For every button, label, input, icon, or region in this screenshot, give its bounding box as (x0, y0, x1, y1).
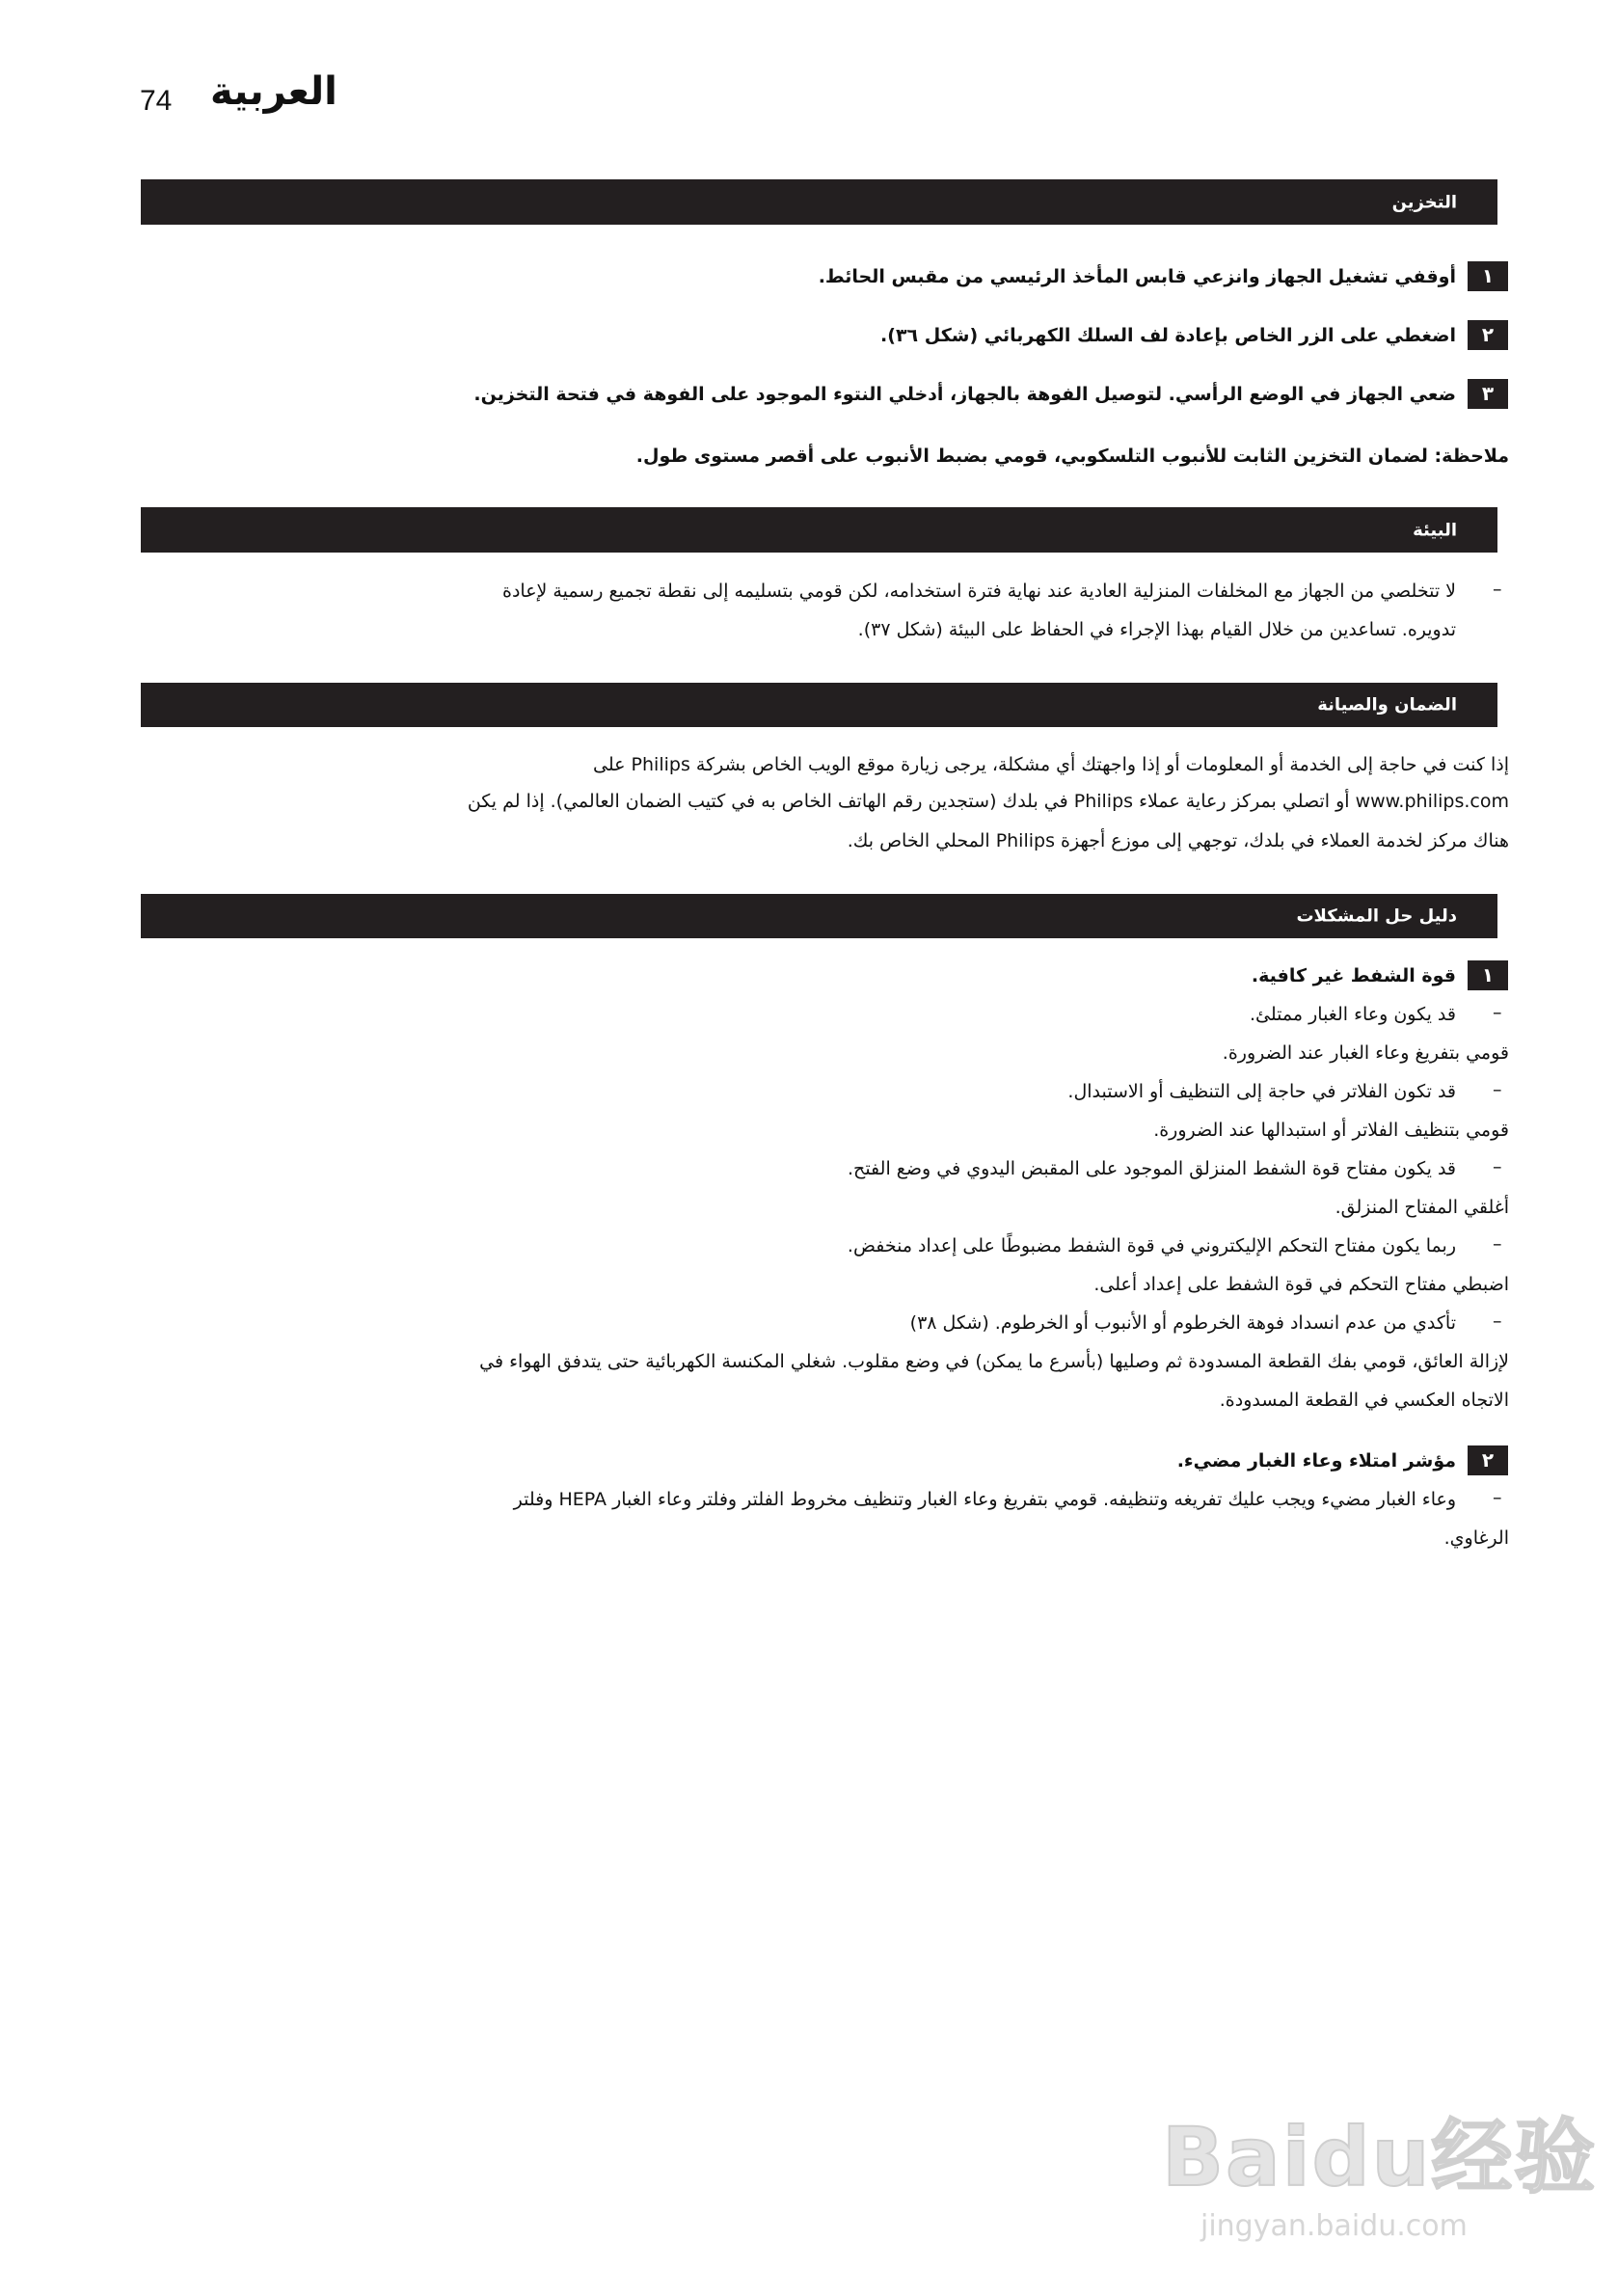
dash-bullet: – (1493, 1310, 1502, 1332)
section-title: دليل حل المشكلات (1296, 905, 1457, 927)
body-line: هناك مركز لخدمة العملاء في بلدك، توجهي إلى موزع أجهزة Philips المحلي الخاص بك. (847, 830, 1509, 851)
solution-line: أغلقي المفتاح المنزلق. (1335, 1197, 1509, 1218)
solution-line: قومي بتنظيف الفلاتر أو استبدالها عند الضرورة. (1153, 1120, 1509, 1141)
problem-title: قوة الشفط غير كافية. (1251, 965, 1456, 986)
section-bar-warranty (141, 683, 1497, 727)
problem-number: ٢ (1468, 1445, 1508, 1475)
body-line: www.philips.com أو اتصلي بمركز رعاية عملاء Philips في بلدك (ستجدين رقم الهاتف الخاص به في كتيب الضمان العالمي). إذا لم يكن (467, 791, 1509, 812)
step-number: ١ (1468, 261, 1508, 291)
cause-line: قد تكون الفلاتر في حاجة إلى التنظيف أو الاستبدال. (1067, 1081, 1456, 1102)
problem-title: مؤشر امتلاء وعاء الغبار مضيء. (1176, 1450, 1456, 1472)
dash-bullet: – (1493, 1156, 1502, 1177)
dash-bullet: – (1493, 1233, 1502, 1255)
section-title: الضمان والصيانة (1317, 694, 1457, 716)
watermark-url: jingyan.baidu.com (1200, 2209, 1468, 2243)
step-text: ضعي الجهاز في الوضع الرأسي. لتوصيل الفوهة بالجهاز، أدخلي النتوء الموجود على الفوهة في فتحة التخزين. (473, 384, 1456, 405)
dash-bullet: – (1493, 1487, 1502, 1508)
step-number: ٣ (1468, 379, 1508, 409)
cause-line: تأكدي من عدم انسداد فوهة الخرطوم أو الأنبوب أو الخرطوم. (شكل ٣٨) (909, 1312, 1456, 1334)
cause-line: وعاء الغبار مضيء ويجب عليك تفريغه وتنظيفه. قومي بتفريغ وعاء الغبار وتنظيف مخروط الفلتر وفلتر وعاء الغبار HEPA وفلتر (513, 1489, 1456, 1510)
cause-line: قد يكون وعاء الغبار ممتلئ. (1250, 1004, 1456, 1025)
body-line: إذا كنت في حاجة إلى الخدمة أو المعلومات أو إذا واجهتك أي مشكلة، يرجى زيارة موقع الويب الخاص بشركة Philips على (593, 754, 1509, 775)
step-number: ٢ (1468, 320, 1508, 350)
dash-bullet: – (1493, 1002, 1502, 1023)
cause-line: قد يكون مفتاح قوة الشفط المنزلق الموجود على المقبض اليدوي في وضع الفتح. (848, 1158, 1456, 1179)
section-bar-environment (141, 507, 1497, 553)
body-line: تدويره. تساعدين من خلال القيام بهذا الإجراء في الحفاظ على البيئة (شكل ٣٧). (857, 619, 1456, 640)
solution-line: لإزالة العائق، قومي بفك القطعة المسدودة ثم وصليها (بأسرع ما يمكن) في وضع مقلوب. شغلي المكنسة الكهربائية حتى يتدفق الهواء في (479, 1351, 1509, 1372)
dash-bullet: – (1493, 1079, 1502, 1100)
language-heading: العربية (210, 69, 337, 114)
dash-bullet: – (1493, 579, 1502, 600)
problem-number: ١ (1468, 960, 1508, 990)
page-number: 74 (140, 85, 173, 117)
solution-line: اضبطي مفتاح التحكم في قوة الشفط على إعداد أعلى. (1093, 1274, 1509, 1295)
baidu-watermark (1162, 2093, 1597, 2243)
watermark-logo: Baidu经验 (1162, 2110, 1598, 2204)
solution-line: الاتجاه العكسي في القطعة المسدودة. (1219, 1390, 1509, 1411)
solution-line: الرغاوي. (1443, 1527, 1509, 1549)
section-bar-storage (141, 179, 1497, 225)
section-title: البيئة (1413, 520, 1457, 540)
step-text: اضغطي على الزر الخاص بإعادة لف السلك الكهربائي (شكل ٣٦). (880, 325, 1456, 346)
section-bar-troubleshooting (141, 894, 1497, 938)
body-line: لا تتخلصي من الجهاز مع المخلفات المنزلية العادية عند نهاية فترة استخدامه، لكن قومي بتسليمه إلى نقطة تجميع رسمية لإعادة (501, 581, 1456, 602)
section-title: التخزين (1391, 192, 1457, 212)
step-text: أوقفي تشغيل الجهاز وانزعي قابس المأخذ الرئيسي من مقبس الحائط. (818, 266, 1456, 287)
cause-line: ربما يكون مفتاح التحكم الإليكتروني في قوة الشفط مضبوطًا على إعداد منخفض. (847, 1235, 1456, 1256)
storage-note: ملاحظة: لضمان التخزين الثابت للأنبوب التلسكوبي، قومي بضبط الأنبوب على أقصر مستوى طول. (635, 446, 1509, 467)
solution-line: قومي بتفريغ وعاء الغبار عند الضرورة. (1222, 1042, 1509, 1064)
